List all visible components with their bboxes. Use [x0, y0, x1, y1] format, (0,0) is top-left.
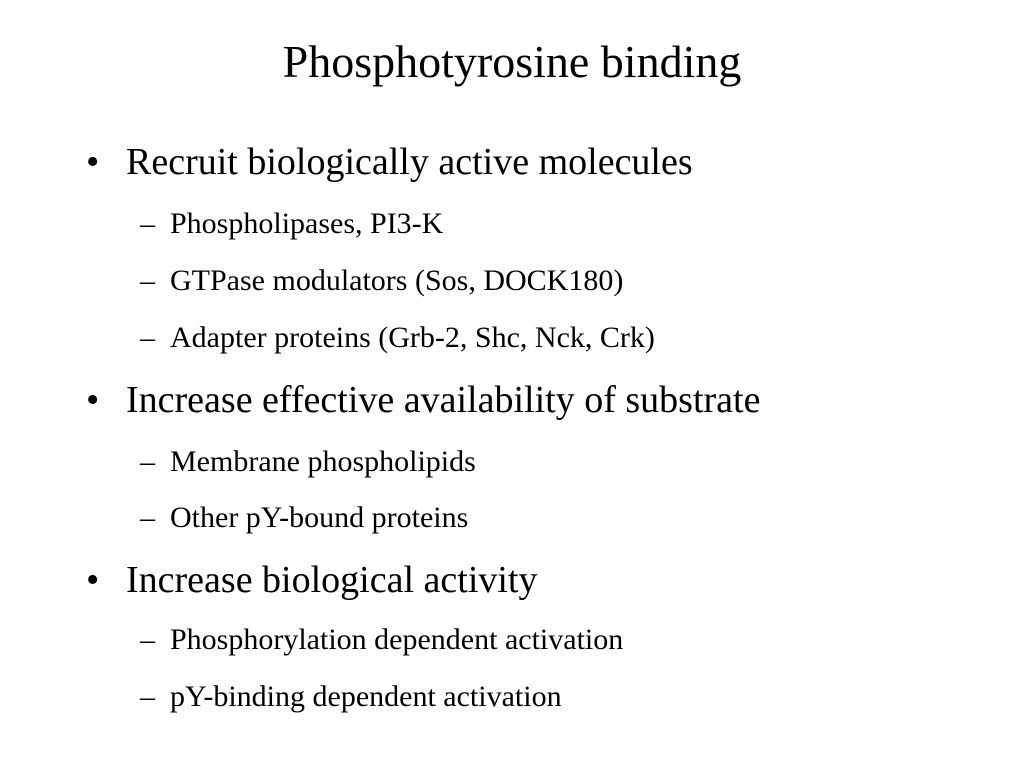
bullet-text: Recruit biologically active molecules — [126, 141, 693, 183]
sub-text: Phospholipases, PI3-K — [170, 207, 444, 240]
slide-title: Phosphotyrosine binding — [282, 36, 742, 87]
dash-icon: – — [140, 623, 155, 656]
bullet-icon: • — [86, 379, 100, 421]
bullet-item — [86, 556, 538, 604]
sub-text: GTPase modulators (Sos, DOCK180) — [170, 264, 624, 297]
bullet-item — [86, 138, 693, 186]
sub-text: pY-binding dependent activation — [170, 680, 562, 713]
sub-item — [140, 204, 443, 244]
sub-text: Other pY-bound proteins — [170, 501, 469, 534]
bullet-text: Increase effective availability of substrate — [126, 379, 761, 421]
sub-item — [140, 442, 476, 482]
sub-text: Phosphorylation dependent activation — [170, 623, 624, 656]
dash-icon: – — [140, 680, 155, 713]
sub-text: Adapter proteins (Grb-2, Shc, Nck, Crk) — [170, 321, 655, 354]
sub-item — [140, 498, 468, 538]
dash-icon: – — [140, 501, 155, 534]
dash-icon: – — [140, 207, 155, 240]
bullet-icon: • — [86, 559, 100, 601]
dash-icon: – — [140, 321, 155, 354]
sub-item — [140, 318, 655, 358]
bullet-icon: • — [86, 141, 100, 183]
bullet-text: Increase biological activity — [126, 559, 538, 601]
dash-icon: – — [140, 445, 155, 478]
bullet-item — [86, 376, 760, 424]
sub-item — [140, 261, 623, 301]
sub-text: Membrane phospholipids — [170, 445, 476, 478]
sub-item — [140, 677, 562, 717]
dash-icon: – — [140, 264, 155, 297]
sub-item — [140, 620, 623, 660]
